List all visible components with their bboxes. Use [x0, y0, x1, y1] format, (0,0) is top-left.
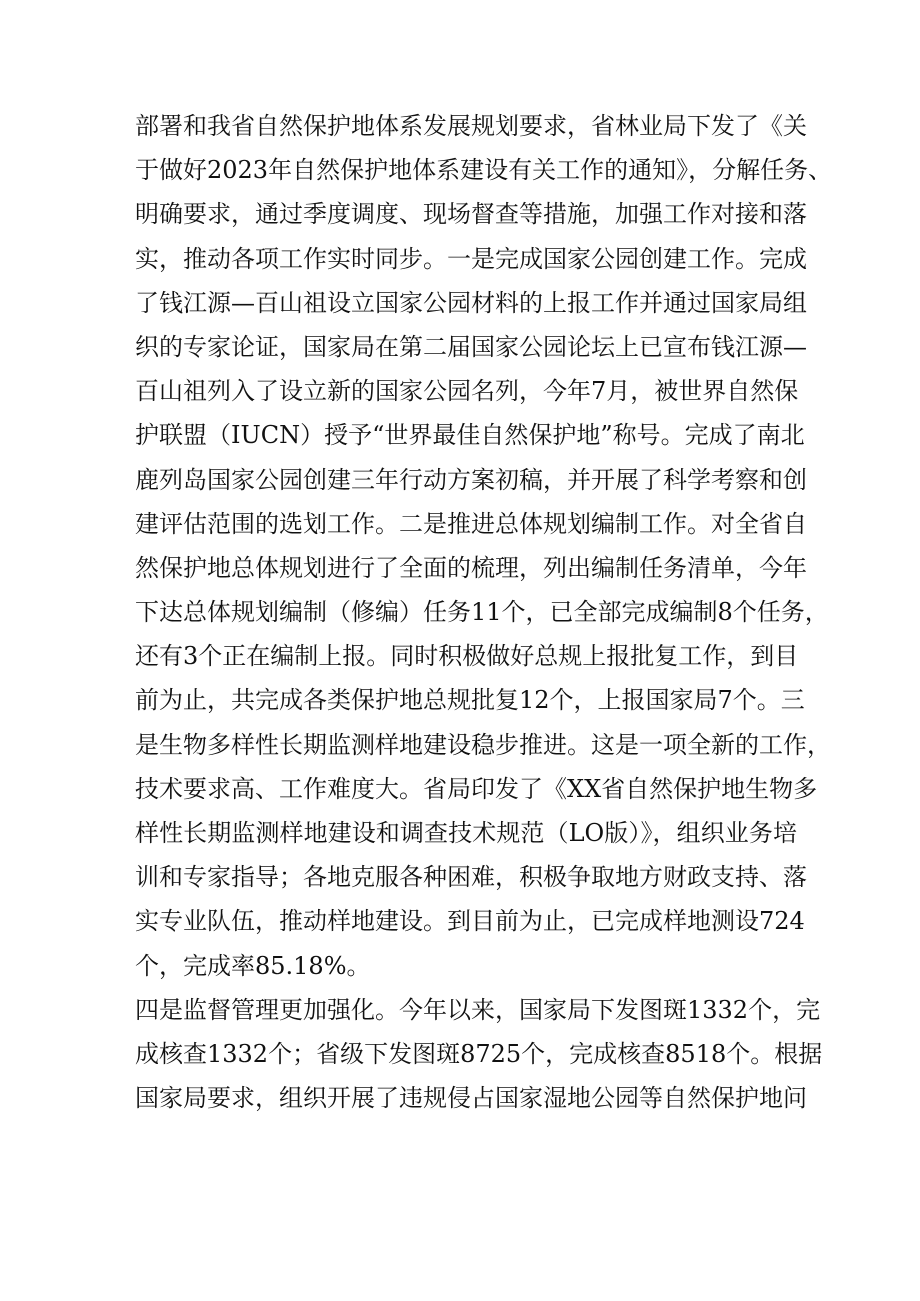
text-line: 实，推动各项工作实时同步。一是完成国家公园创建工作。完成	[135, 244, 807, 273]
text-line: 还有3个正在编制上报。同时积极做好总规上报批复工作，到目	[135, 642, 799, 671]
text-line: 部署和我省自然保护地体系发展规划要求，省林业局下发了《关	[135, 112, 807, 140]
text-line: 技术要求高、工作难度大。省局印发了《XX省自然保护地生物多	[135, 774, 818, 803]
text-line: 四是监督管理更加强化。今年以来，国家局下发图斑1332个，完	[135, 995, 821, 1024]
text-line: 训和专家指导；各地克服各种困难，积极争取地方财政支持、落	[135, 863, 807, 892]
text-line: 明确要求，通过季度调度、现场督查等措施，加强工作对接和落	[135, 200, 807, 229]
text-line: 于做好2023年自然保护地体系建设有关工作的通知》，分解任务、	[135, 156, 833, 185]
text-line: 然保护地总体规划进行了全面的梳理，列出编制任务清单，今年	[135, 553, 807, 582]
text-line: 实专业队伍，推动样地建设。到目前为止，已完成样地测设724	[135, 907, 805, 936]
text-line: 鹿列岛国家公园创建三年行动方案初稿，并开展了科学考察和创	[135, 465, 807, 494]
text-line: 织的专家论证，国家局在第二届国家公园论坛上已宣布钱江源—	[135, 332, 807, 361]
text-line: 样性长期监测样地建设和调查技术规范（LO版）》，组织业务培	[135, 819, 797, 847]
text-line: 国家局要求，组织开展了违规侵占国家湿地公园等自然保护地问	[135, 1084, 807, 1113]
paragraph-2	[135, 988, 823, 1121]
text-line: 个，完成率85.18%。	[135, 951, 371, 980]
text-line: 成核查1332个；省级下发图斑8725个，完成核查8518个。根据	[135, 1039, 823, 1068]
text-line: 护联盟（IUCN）授予“世界最佳自然保护地”称号。完成了南北	[135, 421, 805, 450]
text-line: 下达总体规划编制（修编）任务11个，已全部完成编制8个任务，	[135, 598, 829, 627]
text-line: 了钱江源—百山祖设立国家公园材料的上报工作并通过国家局组	[135, 288, 807, 317]
document-body	[135, 104, 833, 1120]
text-line: 百山祖列入了设立新的国家公园名列，今年7月，被世界自然保	[135, 377, 799, 406]
text-line: 建评估范围的选划工作。二是推进总体规划编制工作。对全省自	[135, 509, 807, 538]
text-line: 是生物多样性长期监测样地建设稳步推进。这是一项全新的工作，	[135, 730, 831, 759]
paragraph-1	[135, 104, 833, 988]
text-line: 前为止，共完成各类保护地总规批复12个，上报国家局7个。三	[135, 686, 805, 715]
